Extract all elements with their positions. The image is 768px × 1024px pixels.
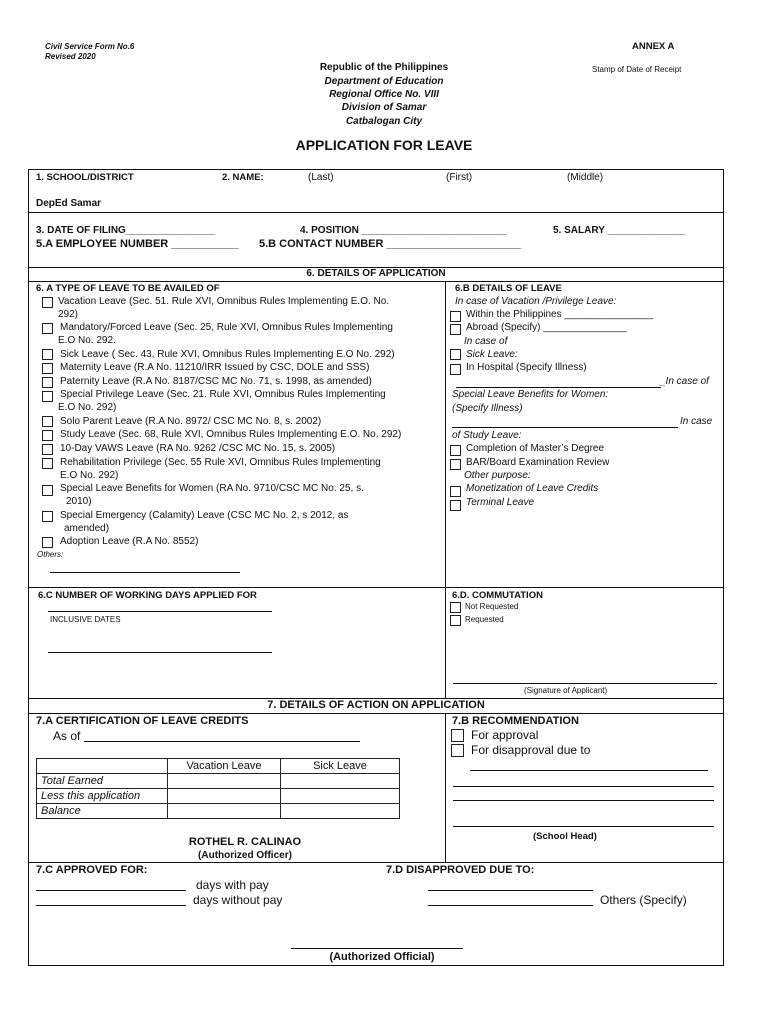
- column-divider: [445, 281, 446, 698]
- sick-leave-detail-checkbox[interactable]: [450, 349, 461, 360]
- women-illness-input-line[interactable]: [452, 427, 678, 428]
- vacation-case-label: In case of Vacation /Privilege Leave:: [455, 296, 617, 307]
- authorized-official-signature-line[interactable]: [291, 948, 463, 949]
- disapproval-reason-input-line[interactable]: [428, 890, 593, 891]
- special-leave-women-detail-label: Special Leave Benefits for Women:: [452, 389, 609, 400]
- bar-board-review-checkbox[interactable]: [450, 459, 461, 470]
- requested-label: Requested: [465, 615, 504, 624]
- school-district-value[interactable]: DepEd Samar: [36, 198, 102, 209]
- bar-board-review-label: BAR/Board Examination Review: [466, 457, 610, 468]
- requested-checkbox[interactable]: [450, 615, 461, 626]
- vacation-leave-label-cont: 292): [58, 309, 79, 320]
- special-emergency-leave-label-cont: amended): [64, 523, 110, 534]
- days-with-pay-label: days with pay: [196, 878, 269, 892]
- divider: [28, 281, 724, 282]
- agency-line-2: Department of Education: [324, 76, 444, 87]
- for-disapproval-label: For disapproval due to: [471, 743, 591, 757]
- name-last-label: (Last): [308, 172, 334, 183]
- authorized-official-label: (Authorized Official): [329, 951, 435, 963]
- special-leave-women-checkbox[interactable]: [42, 485, 53, 496]
- table-row: [37, 759, 400, 774]
- study-leave-detail-label: of Study Leave:: [452, 430, 522, 441]
- table-cell: [37, 759, 168, 774]
- within-philippines-label: Within the Philippines ________________: [466, 309, 654, 320]
- special-privilege-leave-label-cont: E.O No. 292): [58, 402, 117, 413]
- mandatory-leave-label: Mandatory/Forced Leave (Sec. 25, Rule XVI, Omnibus Rules Implementing: [60, 322, 393, 333]
- less-application-vacation-cell[interactable]: [168, 789, 281, 804]
- not-requested-label: Not Requested: [465, 602, 519, 611]
- masters-degree-label: Completion of Master’s Degree: [466, 443, 605, 454]
- vacation-leave-label: Vacation Leave (Sec. 51. Rule XVI, Omnibus Rules Implementing E.O. No.: [58, 296, 390, 307]
- divider: [28, 862, 724, 863]
- details-of-application-header: 6. DETAILS OF APPLICATION: [306, 268, 446, 279]
- disapproval-reason-line-1[interactable]: [470, 770, 708, 771]
- days-with-pay-input-line[interactable]: [36, 890, 186, 891]
- working-days-title: 6.C NUMBER OF WORKING DAYS APPLIED FOR: [38, 590, 257, 601]
- abroad-checkbox[interactable]: [450, 324, 461, 335]
- maternity-leave-checkbox[interactable]: [42, 363, 53, 374]
- vacation-leave-column-header: Vacation Leave: [168, 759, 281, 774]
- recommendation-title: 7.B RECOMMENDATION: [452, 715, 579, 727]
- paternity-leave-checkbox[interactable]: [42, 377, 53, 388]
- special-emergency-leave-label: Special Emergency (Calamity) Leave (CSC MC No. 2, s 2012, as: [60, 510, 349, 521]
- agency-line-3: Regional Office No. VIII: [329, 89, 439, 100]
- in-hospital-checkbox[interactable]: [450, 364, 461, 375]
- disapproved-due-title: 7.D DISAPPROVED DUE TO:: [386, 864, 535, 876]
- solo-parent-leave-checkbox[interactable]: [42, 416, 53, 427]
- total-earned-sick-cell[interactable]: [281, 774, 400, 789]
- disapproval-reason-line-2[interactable]: [453, 786, 714, 787]
- terminal-leave-checkbox[interactable]: [450, 500, 461, 511]
- name-middle-label: (Middle): [567, 172, 604, 183]
- days-without-pay-label: days without pay: [193, 893, 283, 907]
- school-head-signature-line[interactable]: [453, 826, 714, 827]
- adoption-leave-checkbox[interactable]: [42, 537, 53, 548]
- special-privilege-leave-checkbox[interactable]: [42, 391, 53, 402]
- study-leave-checkbox[interactable]: [42, 430, 53, 441]
- inclusive-dates-label: INCLUSIVE DATES: [50, 615, 121, 624]
- details-of-leave-title: 6.B DETAILS OF LEAVE: [455, 283, 562, 294]
- inclusive-dates-input-line[interactable]: [48, 652, 272, 653]
- divider: [28, 713, 724, 714]
- for-approval-checkbox[interactable]: [451, 729, 464, 742]
- agency-line-4: Division of Samar: [341, 102, 427, 113]
- approved-for-title: 7.C APPROVED FOR:: [36, 864, 148, 876]
- form-revision: Revised 2020: [45, 52, 96, 61]
- column-divider: [445, 713, 446, 862]
- monetization-checkbox[interactable]: [450, 486, 461, 497]
- in-hospital-label: In Hospital (Specify Illness): [466, 362, 587, 373]
- others-specify-label: Others (Specify): [600, 893, 687, 907]
- name-first-label: (First): [446, 172, 473, 183]
- masters-degree-checkbox[interactable]: [450, 445, 461, 456]
- certification-title: 7.A CERTIFICATION OF LEAVE CREDITS: [36, 715, 249, 727]
- days-without-pay-input-line[interactable]: [36, 905, 186, 906]
- sick-leave-label: Sick Leave ( Sec. 43, Rule XVI, Omnibus Rules Implementing E.O No. 292): [60, 349, 395, 360]
- school-district-label: 1. SCHOOL/DISTRICT: [36, 172, 134, 183]
- commutation-title: 6.D. COMMUTATION: [452, 590, 543, 601]
- special-leave-women-label-cont: 2010): [66, 496, 92, 507]
- annex-label: ANNEX A: [632, 41, 675, 52]
- name-label: 2. NAME:: [222, 172, 264, 183]
- women-case-label: _In case of: [660, 376, 709, 387]
- maternity-leave-label: Maternity Leave (R.A No. 11210/IRR Issued by CSC, DOLE and SSS): [60, 362, 370, 373]
- sick-leave-detail-label: Sick Leave:: [466, 349, 518, 360]
- within-philippines-checkbox[interactable]: [450, 311, 461, 322]
- table-row: [37, 789, 400, 804]
- abroad-label: Abroad (Specify) _______________: [466, 322, 627, 333]
- type-of-leave-title: 6. A TYPE OF LEAVE TO BE AVAILED OF: [36, 283, 220, 294]
- sick-leave-checkbox[interactable]: [42, 349, 53, 360]
- employee-number-field[interactable]: 5.A EMPLOYEE NUMBER ___________: [36, 238, 239, 250]
- balance-vacation-cell[interactable]: [168, 804, 281, 819]
- rehabilitation-privilege-checkbox[interactable]: [42, 458, 53, 469]
- page-title: APPLICATION FOR LEAVE: [295, 137, 473, 153]
- other-purpose-label: Other purpose:: [464, 470, 531, 481]
- salary-field[interactable]: 5. SALARY ______________: [553, 225, 686, 236]
- divider: [28, 587, 724, 588]
- solo-parent-leave-label: Solo Parent Leave (R.A No. 8972/ CSC MC No. 8, s. 2002): [60, 416, 322, 427]
- agency-line-1: Republic of the Philippines: [319, 62, 449, 73]
- table-row: [37, 804, 400, 819]
- authorized-officer-name: ROTHEL R. CALINAO: [188, 836, 302, 848]
- total-earned-label: Total Earned: [37, 774, 168, 789]
- details-of-action-header: 7. DETAILS OF ACTION ON APPLICATION: [267, 699, 485, 711]
- study-leave-label: Study Leave (Sec. 68, Rule XVI, Omnibus Rules Implementing E.O. No. 292): [60, 429, 402, 440]
- mandatory-leave-label-cont: E.O No. 292.: [58, 335, 116, 346]
- study-case-label: In case: [680, 416, 713, 427]
- rehabilitation-privilege-label-cont: E.O No. 292): [60, 470, 119, 481]
- applicant-signature-line[interactable]: [453, 683, 717, 684]
- vaws-leave-checkbox[interactable]: [42, 444, 53, 455]
- less-application-sick-cell[interactable]: [281, 789, 400, 804]
- table-row: [37, 774, 400, 789]
- as-of-input-line[interactable]: [84, 741, 360, 742]
- as-of-label: As of: [53, 729, 81, 743]
- for-approval-label: For approval: [471, 728, 539, 742]
- for-disapproval-checkbox[interactable]: [451, 744, 464, 757]
- not-requested-checkbox[interactable]: [450, 602, 461, 613]
- others-label: Others:: [37, 550, 64, 559]
- special-leave-women-label: Special Leave Benefits for Women (RA No. 9710/CSC MC No. 25, s.: [60, 483, 364, 494]
- adoption-leave-label: Adoption Leave (R.A No. 8552): [60, 536, 199, 547]
- vacation-leave-checkbox[interactable]: [42, 297, 53, 308]
- special-privilege-leave-label: Special Privilege Leave (Sec. 21. Rule XVI, Omnibus Rules Implementing: [60, 389, 386, 400]
- hospital-illness-input-line[interactable]: [456, 387, 661, 388]
- balance-label: Balance: [37, 804, 168, 819]
- vaws-leave-label: 10-Day VAWS Leave (RA No. 9262 /CSC MC No. 15, s. 2005): [60, 443, 336, 454]
- applicant-signature-label: (Signature of Applicant): [524, 686, 608, 695]
- balance-sick-cell[interactable]: [281, 804, 400, 819]
- others-input-line[interactable]: [50, 572, 240, 573]
- others-specify-input-line[interactable]: [428, 905, 593, 906]
- special-emergency-leave-checkbox[interactable]: [42, 511, 53, 522]
- agency-line-5: Catbalogan City: [345, 116, 423, 127]
- form-number: Civil Service Form No.6: [45, 42, 135, 51]
- mandatory-leave-checkbox[interactable]: [42, 323, 53, 334]
- disapproval-reason-line-3[interactable]: [453, 800, 714, 801]
- specify-illness-label: (Specify Illness): [452, 403, 523, 414]
- working-days-input-line[interactable]: [48, 611, 272, 612]
- divider: [28, 212, 724, 213]
- sick-case-label: In case of: [464, 336, 508, 347]
- school-head-label: (School Head): [533, 831, 597, 842]
- less-application-label: Less this application: [37, 789, 168, 804]
- contact-number-field[interactable]: 5.B CONTACT NUMBER ______________________: [259, 238, 522, 250]
- authorized-officer-title: (Authorized Officer): [198, 850, 292, 861]
- sick-leave-column-header: Sick Leave: [281, 759, 400, 774]
- paternity-leave-label: Paternity Leave (R.A No. 8187/CSC MC No. 71, s. 1998, as amended): [60, 376, 372, 387]
- leave-credits-table: [36, 758, 400, 819]
- monetization-label: Monetization of Leave Credits: [466, 483, 599, 494]
- rehabilitation-privilege-label: Rehabilitation Privilege (Sec. 55 Rule XVI, Omnibus Rules Implementing: [60, 457, 381, 468]
- stamp-receipt-label: Stamp of Date of Receipt: [592, 65, 682, 74]
- total-earned-vacation-cell[interactable]: [168, 774, 281, 789]
- position-field[interactable]: 4. POSITION __________________________: [300, 225, 507, 236]
- terminal-leave-label: Terminal Leave: [466, 497, 535, 508]
- date-of-filing-field[interactable]: 3. DATE OF FILING________________: [36, 225, 215, 236]
